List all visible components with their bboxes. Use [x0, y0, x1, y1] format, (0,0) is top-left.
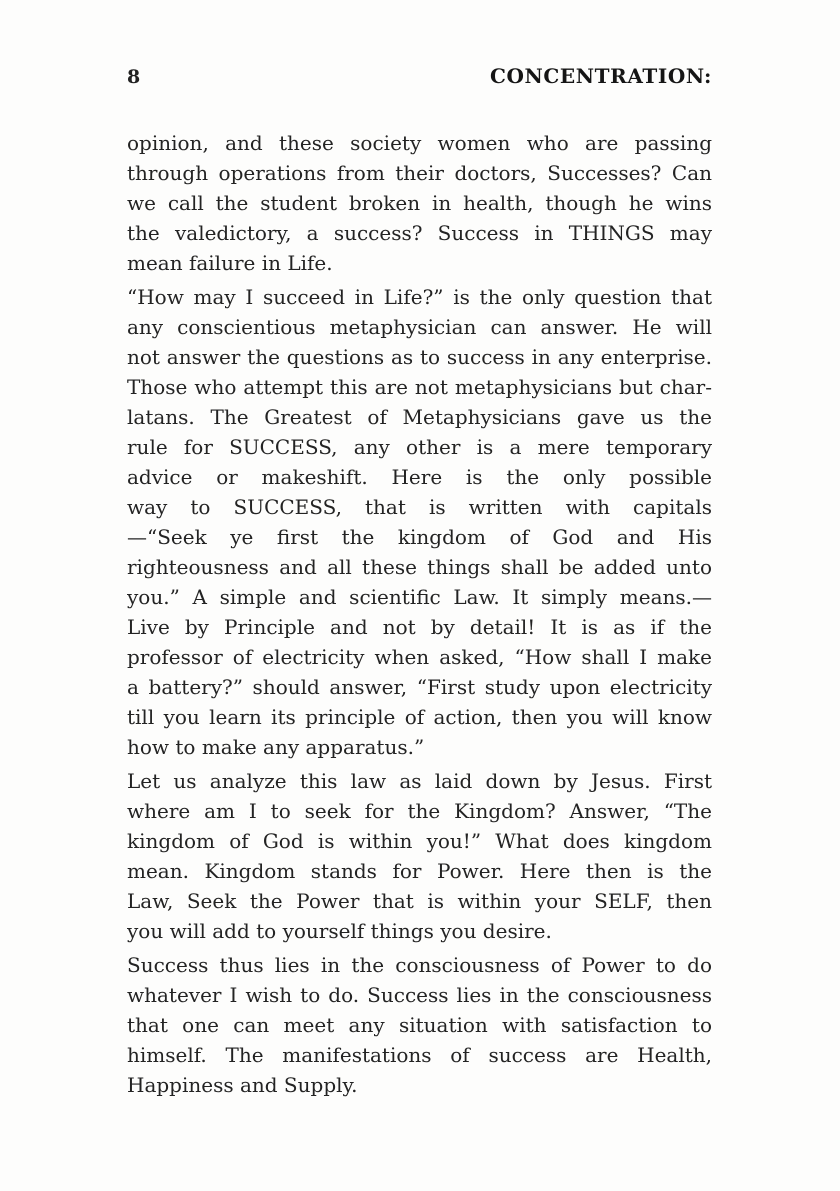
text-line: that one can meet any situation with satisfaction to: [127, 1013, 712, 1037]
text-line: we call the student broken in health, though he wins: [127, 191, 712, 215]
text-line: whatever I wish to do. Success lies in the consciousness: [127, 983, 712, 1007]
text-line: Let us analyze this law as laid down by Jesus. First: [127, 769, 712, 793]
text-line: —“Seek ye first the kingdom of God and His: [127, 525, 712, 549]
paragraph: [127, 766, 712, 946]
text-line: professor of electricity when asked, “How shall I make: [127, 645, 712, 669]
page-number: 8: [127, 66, 141, 88]
text-line: mean failure in Life.: [127, 251, 333, 275]
text-line: Live by Principle and not by detail! It is as if the: [127, 615, 712, 639]
text-line: opinion, and these society women who are passing: [127, 131, 712, 155]
text-line: a battery?” should answer, “First study upon electricity: [127, 675, 712, 699]
text-line: kingdom of God is within you!” What does kingdom: [127, 829, 712, 853]
text-line: where am I to seek for the Kingdom? Answer, “The: [127, 799, 712, 823]
text-line: way to SUCCESS, that is written with capitals: [127, 495, 712, 519]
text-line: you will add to yourself things you desire.: [127, 919, 552, 943]
paragraph: [127, 950, 712, 1100]
running-header: [127, 64, 712, 88]
text-line: Happiness and Supply.: [127, 1073, 358, 1097]
text-line: righteousness and all these things shall be added unto: [127, 555, 712, 579]
text-line: you.” A simple and scientific Law. It simply means.—: [127, 585, 712, 609]
text-line: “How may I succeed in Life?” is the only question that: [127, 285, 712, 309]
text-line: how to make any apparatus.”: [127, 735, 425, 759]
running-title: CONCENTRATION:: [489, 64, 712, 88]
text-line: himself. The manifestations of success are Health,: [127, 1043, 712, 1067]
paragraph: [127, 128, 712, 278]
text-line: any conscientious metaphysician can answer. He will: [127, 315, 712, 339]
text-line: mean. Kingdom stands for Power. Here then is the: [127, 859, 712, 883]
text-line: through operations from their doctors, Successes? Can: [127, 161, 712, 185]
text-line: Law, Seek the Power that is within your SELF, then: [127, 889, 712, 913]
text-line: latans. The Greatest of Metaphysicians gave us the: [127, 405, 712, 429]
text-line: advice or makeshift. Here is the only possible: [127, 465, 712, 489]
text-line: Those who attempt this are not metaphysicians but char-: [127, 375, 712, 399]
text-line: Success thus lies in the consciousness of Power to do: [127, 953, 712, 977]
text-block: [127, 128, 712, 1100]
text-line: till you learn its principle of action, then you will know: [127, 705, 712, 729]
paragraph: [127, 282, 712, 762]
text-line: the valedictory, a success? Success in THINGS may: [127, 221, 712, 245]
text-line: not answer the questions as to success in any enterprise.: [127, 345, 712, 369]
text-line: rule for SUCCESS, any other is a mere temporary: [127, 435, 712, 459]
